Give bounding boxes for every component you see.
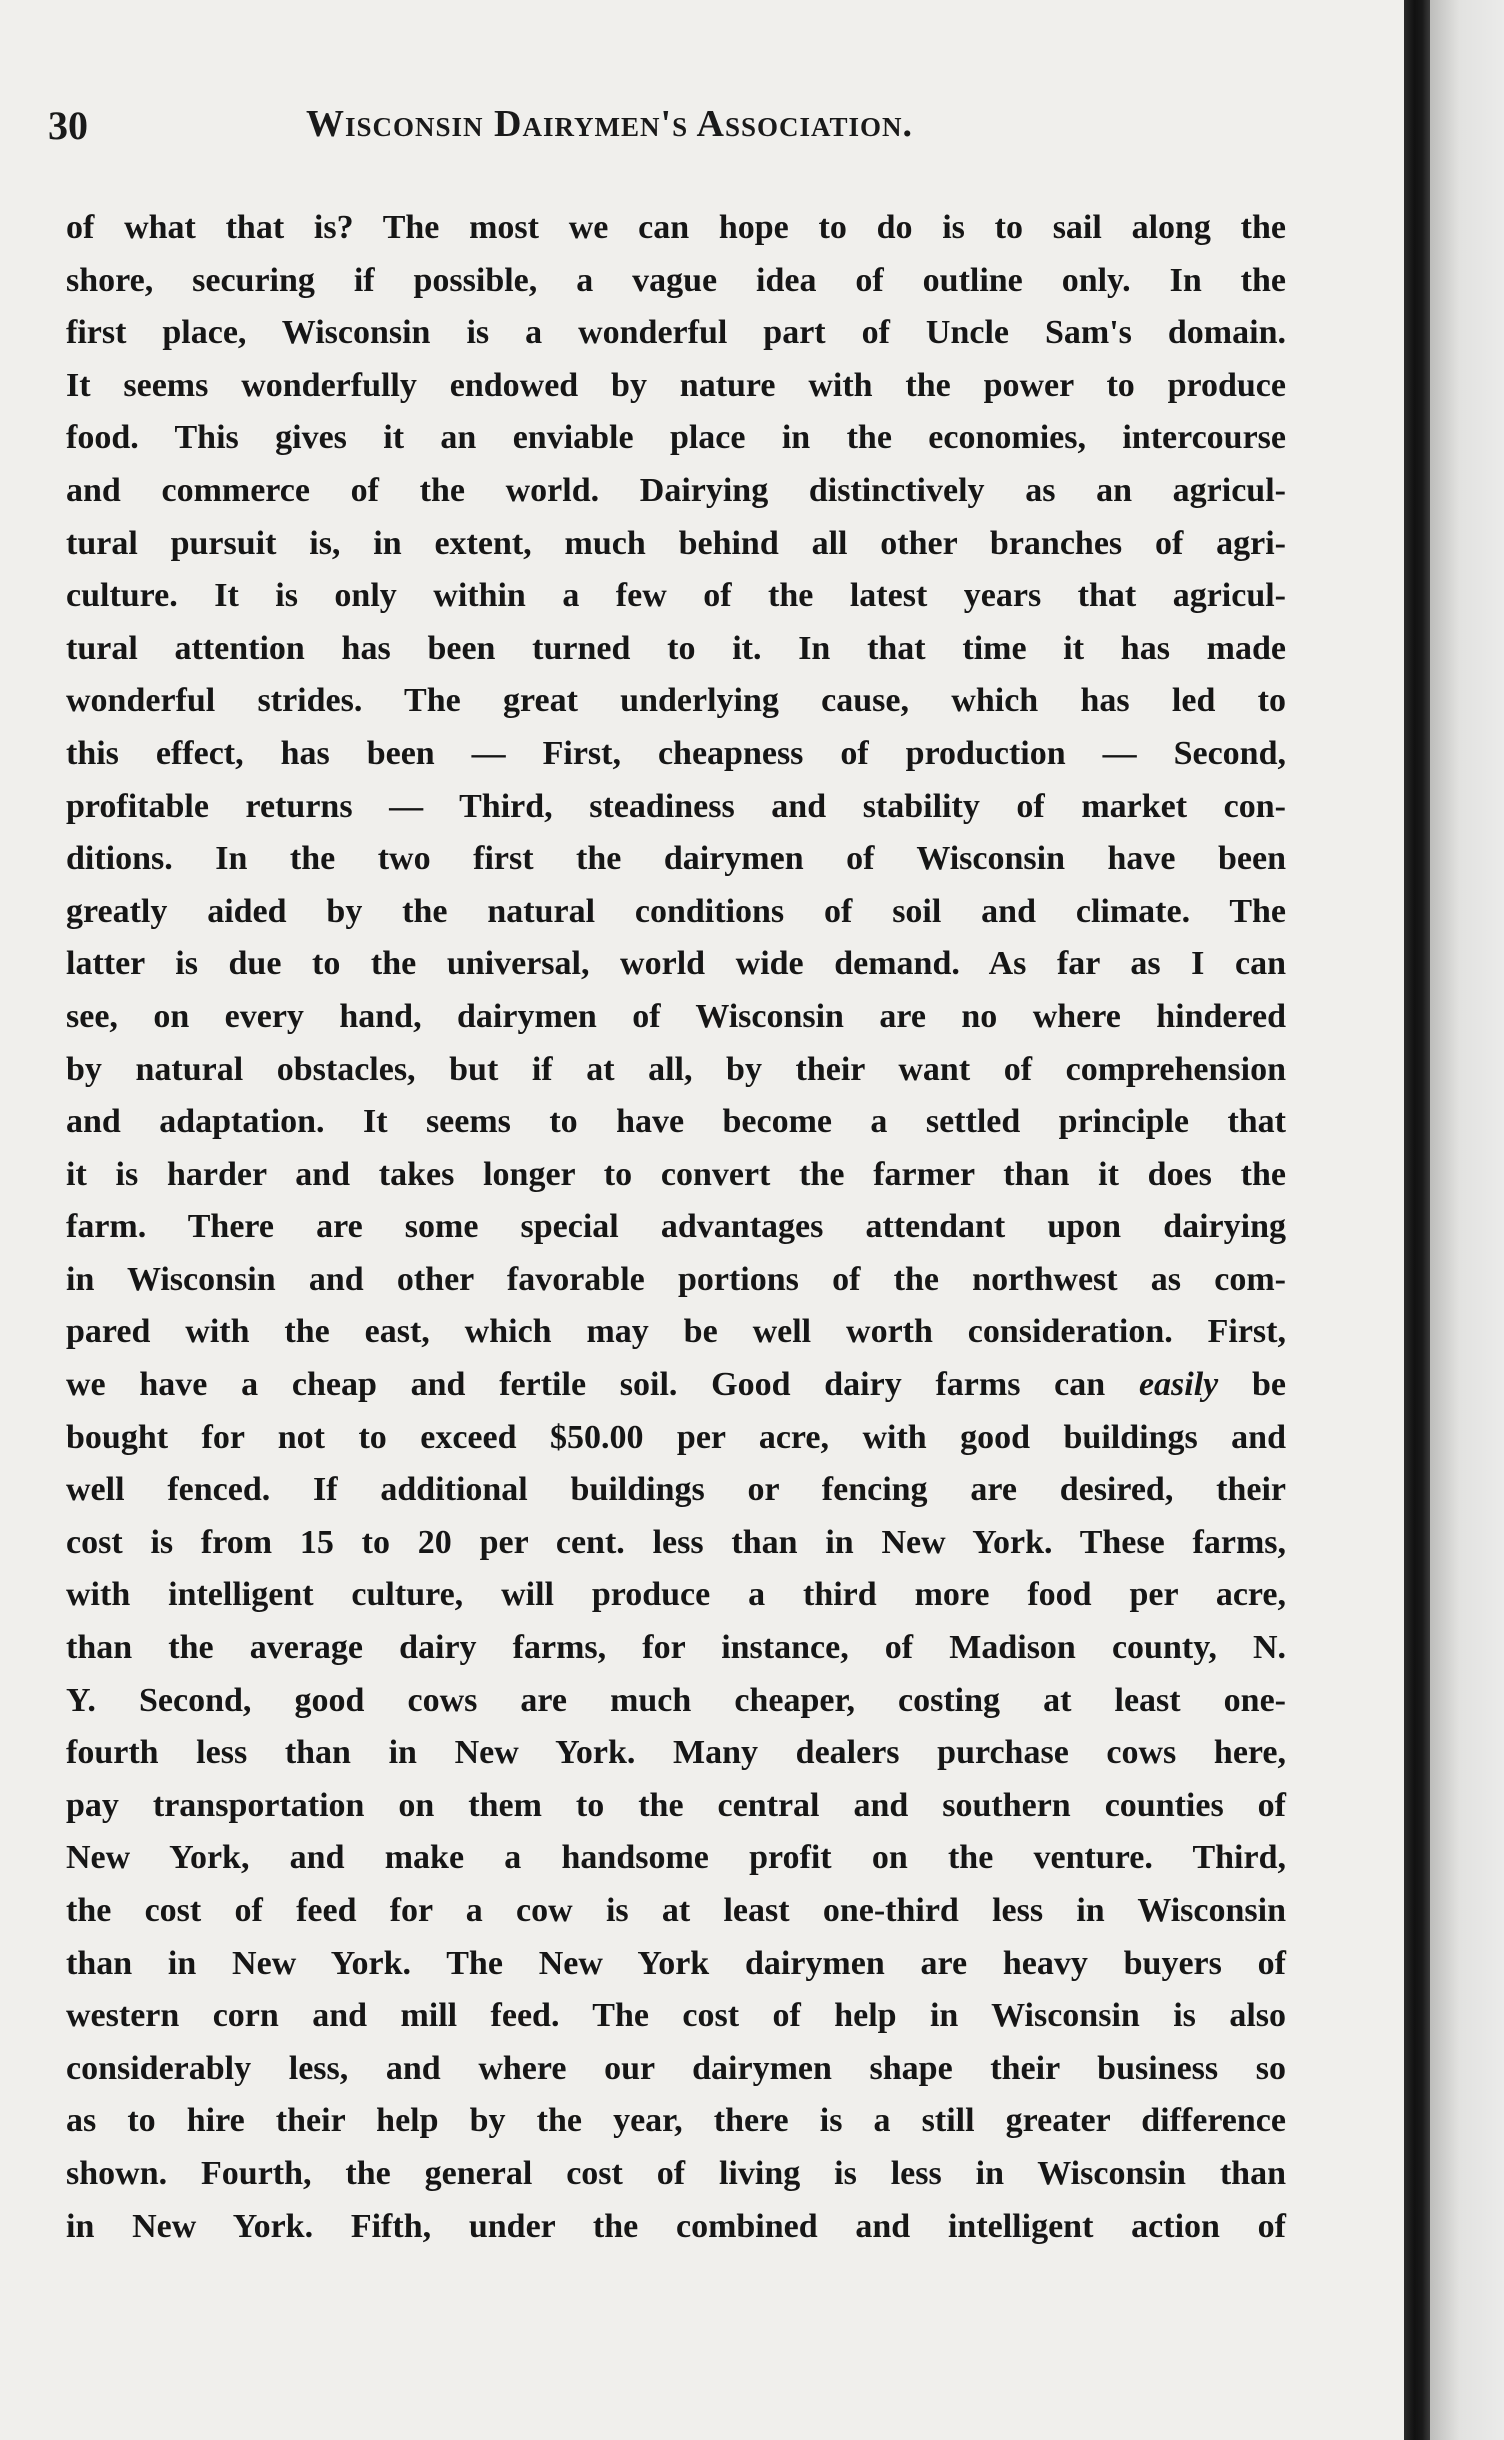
emphasized-word: easily bbox=[1138, 1366, 1219, 1404]
text-line: New York, and make a handsome profit on the venture. Third, bbox=[66, 1839, 1286, 1877]
text-line: wonderful strides. The great underlying cause, which has led to bbox=[66, 682, 1286, 720]
book-spine-shadow bbox=[1404, 0, 1430, 2440]
text-line: bought for not to exceed $50.00 per acre, with good buildings and bbox=[66, 1418, 1286, 1456]
text-line: ditions. In the two first the dairymen of Wisconsin have been bbox=[66, 840, 1286, 878]
text-line: profitable returns — Third, steadiness and stability of market con- bbox=[66, 787, 1286, 825]
text-line: It seems wonderfully endowed by nature with the power to produce bbox=[66, 366, 1286, 404]
text-line: fourth less than in New York. Many dealers purchase cows here, bbox=[66, 1734, 1286, 1772]
text-line: Y. Second, good cows are much cheaper, costing at least one- bbox=[66, 1681, 1286, 1719]
running-head: Wisconsin Dairymen's Association. bbox=[306, 103, 914, 145]
text-line: with intelligent culture, will produce a third more food per acre, bbox=[66, 1576, 1286, 1614]
text-line: pared with the east, which may be well worth consideration. First, bbox=[66, 1313, 1286, 1351]
text-line: in New York. Fifth, under the combined and intelligent action of bbox=[66, 2207, 1286, 2245]
page-number: 30 bbox=[48, 103, 88, 148]
text-line: considerably less, and where our dairymen shape their business so bbox=[66, 2049, 1286, 2087]
text-line: and adaptation. It seems to have become a settled principle that bbox=[66, 1103, 1286, 1141]
page-header bbox=[48, 102, 1048, 162]
text-line: of what that is? The most we can hope to do is to sail along the bbox=[66, 209, 1286, 246]
text-line: tural attention has been turned to it. In that time it has made bbox=[66, 629, 1286, 667]
text-line: in Wisconsin and other favorable portions of the northwest as com- bbox=[66, 1260, 1286, 1298]
text-line: food. This gives it an enviable place in the economies, intercourse bbox=[66, 419, 1286, 457]
text-line: culture. It is only within a few of the latest years that agricul- bbox=[66, 577, 1286, 615]
scan-margin bbox=[1430, 0, 1504, 2440]
text-line: shown. Fourth, the general cost of living is less in Wisconsin than bbox=[66, 2154, 1286, 2192]
text-line: shore, securing if possible, a vague idea of outline only. In the bbox=[66, 261, 1286, 299]
text-line: first place, Wisconsin is a wonderful part of Uncle Sam's domain. bbox=[66, 314, 1286, 352]
text-line: see, on every hand, dairymen of Wisconsin are no where hindered bbox=[66, 997, 1286, 1035]
text-line: this effect, has been — First, cheapness of production — Second, bbox=[66, 734, 1286, 772]
text-line: pay transportation on them to the central and southern counties of bbox=[66, 1786, 1286, 1824]
text-line: than the average dairy farms, for instance, of Madison county, N. bbox=[66, 1629, 1286, 1667]
text-line: cost is from 15 to 20 per cent. less than in New York. These farms, bbox=[66, 1523, 1286, 1561]
text-line: as to hire their help by the year, there is a still greater difference bbox=[66, 2102, 1286, 2140]
text-line: the cost of feed for a cow is at least one-third less in Wisconsin bbox=[66, 1892, 1286, 1929]
text-segment: be bbox=[1218, 1366, 1287, 1404]
text-line: farm. There are some special advantages attendant upon dairying bbox=[66, 1208, 1286, 1246]
text-line: and commerce of the world. Dairying distinctively as an agricul- bbox=[66, 471, 1286, 509]
text-line: western corn and mill feed. The cost of help in Wisconsin is also bbox=[66, 1997, 1286, 2035]
text-line: tural pursuit is, in extent, much behind all other branches of agri- bbox=[66, 524, 1286, 562]
text-segment: we have a cheap and fertile soil. Good dairy farms can bbox=[66, 1366, 1106, 1404]
text-line: latter is due to the universal, world wide demand. As far as I can bbox=[66, 945, 1286, 983]
text-line: greatly aided by the natural conditions of soil and climate. The bbox=[66, 892, 1286, 930]
text-line: by natural obstacles, but if at all, by their want of comprehension bbox=[66, 1050, 1286, 1088]
text-line: than in New York. The New York dairymen are heavy buyers of bbox=[66, 1944, 1286, 1982]
text-line: it is harder and takes longer to convert the farmer than it does the bbox=[66, 1155, 1286, 1193]
text-line-with-emphasis bbox=[66, 1359, 1286, 1412]
body-text bbox=[66, 202, 1286, 2253]
text-line: well fenced. If additional buildings or fencing are desired, their bbox=[66, 1471, 1286, 1509]
